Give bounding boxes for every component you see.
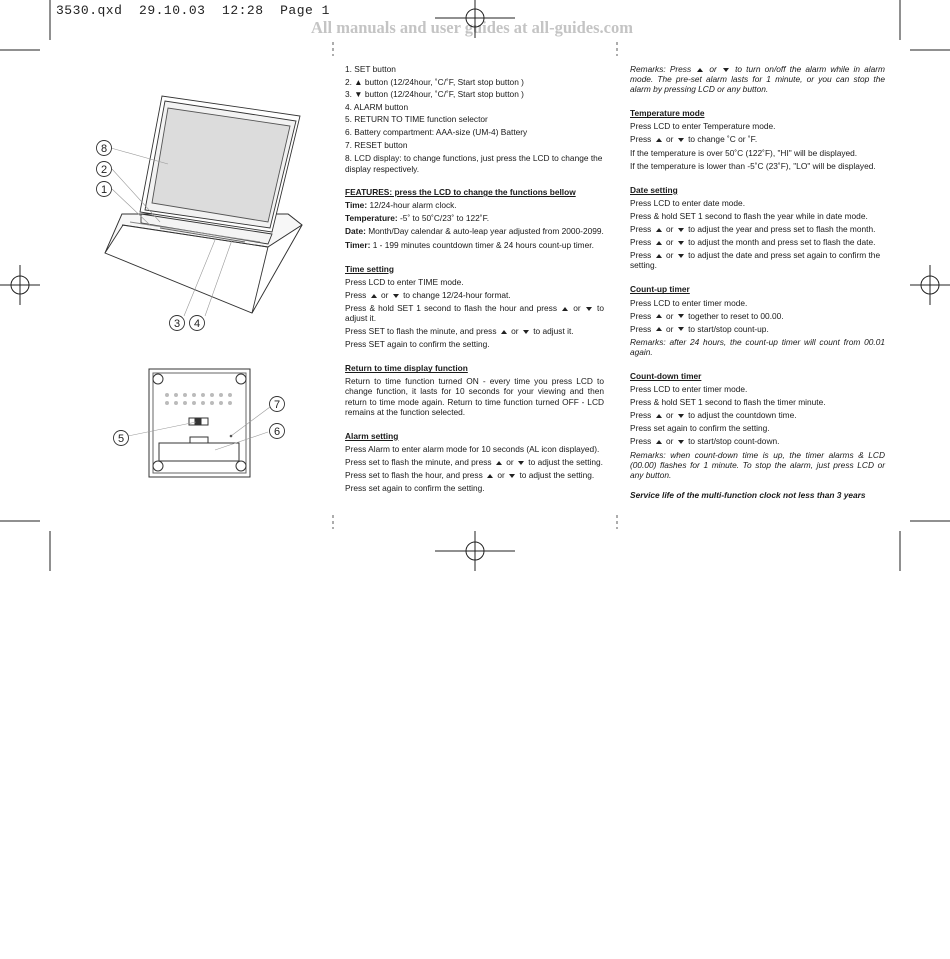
up-arrow-icon (656, 327, 662, 331)
up-arrow-icon (501, 330, 507, 334)
list-item: 4. ALARM button (345, 101, 409, 112)
list-item: 1. SET button (345, 64, 396, 74)
text-line: Press or to change 12/24-hour format. (345, 289, 511, 300)
list-item: 6. Battery compartment: AAA-size (UM-4) Battery (345, 126, 528, 137)
text-line: Press & hold SET 1 second to flash the hour and press or to adjust it. (345, 302, 604, 323)
callout-8: 8 (100, 143, 108, 155)
temperature-heading: Temperature mode (630, 108, 705, 119)
text-line: Press LCD to enter date mode. (630, 197, 746, 208)
features-heading: FEATURES: press the LCD to change the functions bellow (345, 187, 576, 198)
down-arrow-icon (586, 307, 592, 311)
down-arrow-icon (678, 228, 684, 232)
alarm-setting-heading: Alarm setting (345, 430, 399, 441)
up-arrow-icon (496, 461, 502, 465)
clock-back-illustration (149, 369, 250, 477)
down-arrow-icon (678, 327, 684, 331)
text-line: Press LCD to enter TIME mode. (345, 276, 464, 287)
callout-3: 3 (173, 318, 181, 330)
text-line: Press or to adjust the month and press set to flash the date. (630, 237, 876, 248)
text-paragraph: Return to time function turned ON - every time you press LCD to change function, it lasts for 10 seconds for your viewing and then return to time mode again. Return to time function turned OFF - LCD remains at the function selected. (345, 376, 604, 417)
middle-column (345, 63, 604, 496)
callout-7: 7 (273, 399, 281, 411)
count-down-heading: Count-down timer (630, 370, 702, 381)
up-arrow-icon (656, 440, 662, 444)
feature-time: Time: 12/24-hour alarm clock. (345, 200, 457, 211)
count-up-heading: Count-up timer (630, 284, 690, 295)
text-line: Press or to start/stop count-up. (630, 323, 769, 334)
list-item: 7. RESET button (345, 139, 408, 150)
count-up-remark: Remarks: after 24 hours, the count-up timer will count from 00.01 again. (630, 336, 885, 357)
feature-timer: Timer: 1 - 199 minutes countdown timer & 24 hours count-up timer. (345, 239, 594, 250)
watermark: All manuals and user guides at all-guides.com (311, 18, 633, 37)
down-arrow-icon (678, 414, 684, 418)
up-arrow-icon (656, 314, 662, 318)
up-arrow-icon (487, 474, 493, 478)
count-down-remark: Remarks: when count-down time is up, the timer alarms & LCD (00.00) flashes for 1 minute. To stop the alarm, just press LCD or any button. (630, 449, 885, 480)
up-arrow-icon (371, 294, 377, 298)
down-arrow-icon (678, 241, 684, 245)
right-column (630, 64, 885, 503)
feature-temperature: Temperature: -5˚ to 50˚C/23˚ to 122˚F. (345, 213, 490, 224)
down-arrow-icon (678, 254, 684, 258)
up-arrow-icon (656, 228, 662, 232)
clock-illustration (105, 96, 302, 313)
callout-6: 6 (273, 426, 281, 438)
text-line: Press set to flash the minute, and press or to adjust the setting. (345, 456, 603, 467)
down-arrow-icon (518, 461, 524, 465)
list-item: 8. LCD display: to change functions, just press the LCD to change the display respectively. (345, 153, 603, 174)
text-line: Press LCD to enter timer mode. (630, 384, 748, 395)
time-setting-heading: Time setting (345, 263, 394, 274)
text-line: Press or to start/stop count-down. (630, 436, 780, 447)
alarm-remark: Remarks: Press or to turn on/off the alarm while in alarm mode. The pre-set alarm lasts for 1 minute, or you can stop the alarm by pressing LCD or any button. (630, 64, 885, 95)
text-line: Press or together to reset to 00.00. (630, 310, 784, 321)
callout-4: 4 (193, 318, 201, 330)
callout-5: 5 (117, 433, 125, 445)
service-life-note: Service life of the multi-function clock not less than 3 years (630, 489, 866, 500)
file-slug: 3530.qxd 29.10.03 12:28 Page 1 (56, 3, 330, 18)
text-line: Press LCD to enter Temperature mode. (630, 121, 776, 132)
return-function-heading: Return to time display function (345, 363, 468, 374)
down-arrow-icon (678, 314, 684, 318)
callout-2: 2 (100, 164, 108, 176)
text-line: Press SET to flash the minute, and press or to adjust it. (345, 326, 574, 337)
text-line: Press SET again to confirm the setting. (345, 339, 490, 350)
text-line: If the temperature is lower than -5˚C (23˚F), "LO" will be displayed. (630, 160, 876, 171)
up-arrow-icon (656, 138, 662, 142)
text-line: Press set to flash the hour, and press or to adjust the setting. (345, 470, 595, 481)
parts-list (345, 63, 604, 174)
down-arrow-icon (523, 330, 529, 334)
text-line: Press or to change ˚C or ˚F. (630, 134, 758, 145)
up-arrow-icon (656, 414, 662, 418)
down-arrow-icon (678, 138, 684, 142)
text-line: Press & hold SET 1 second to flash the year while in date mode. (630, 210, 868, 221)
text-line: Press or to adjust the countdown time. (630, 410, 797, 421)
text-line: Press & hold SET 1 second to flash the timer minute. (630, 397, 826, 408)
up-arrow-icon (656, 254, 662, 258)
text-line: Press or to adjust the year and press set to flash the month. (630, 224, 876, 235)
text-line: If the temperature is over 50˚C (122˚F), "HI" will be displayed. (630, 147, 858, 158)
down-arrow-icon (678, 440, 684, 444)
text-line: Press Alarm to enter alarm mode for 10 seconds (AL icon displayed). (345, 443, 600, 454)
up-arrow-icon (562, 307, 568, 311)
text-line: Press set again to confirm the setting. (630, 423, 770, 434)
down-arrow-icon (509, 474, 515, 478)
feature-date: Date: Month/Day calendar & auto-leap year adjusted from 2000-2099. (345, 226, 604, 237)
callout-1: 1 (100, 184, 108, 196)
up-arrow-icon (656, 241, 662, 245)
date-setting-heading: Date setting (630, 184, 678, 195)
down-arrow-icon (393, 294, 399, 298)
text-line: Press or to adjust the date and press set again to confirm the setting. (630, 250, 881, 271)
list-item: 5. RETURN TO TIME function selector (345, 114, 488, 125)
up-arrow-icon (697, 68, 703, 72)
list-item: 2. ▲ button (12/24hour, ˚C/˚F, Start stop button ) (345, 76, 524, 87)
text-line: Press set again to confirm the setting. (345, 483, 485, 494)
list-item: 3. ▼ button (12/24hour, ˚C/˚F, Start stop button ) (345, 89, 524, 100)
text-line: Press LCD to enter timer mode. (630, 297, 748, 308)
down-arrow-icon (723, 68, 729, 72)
